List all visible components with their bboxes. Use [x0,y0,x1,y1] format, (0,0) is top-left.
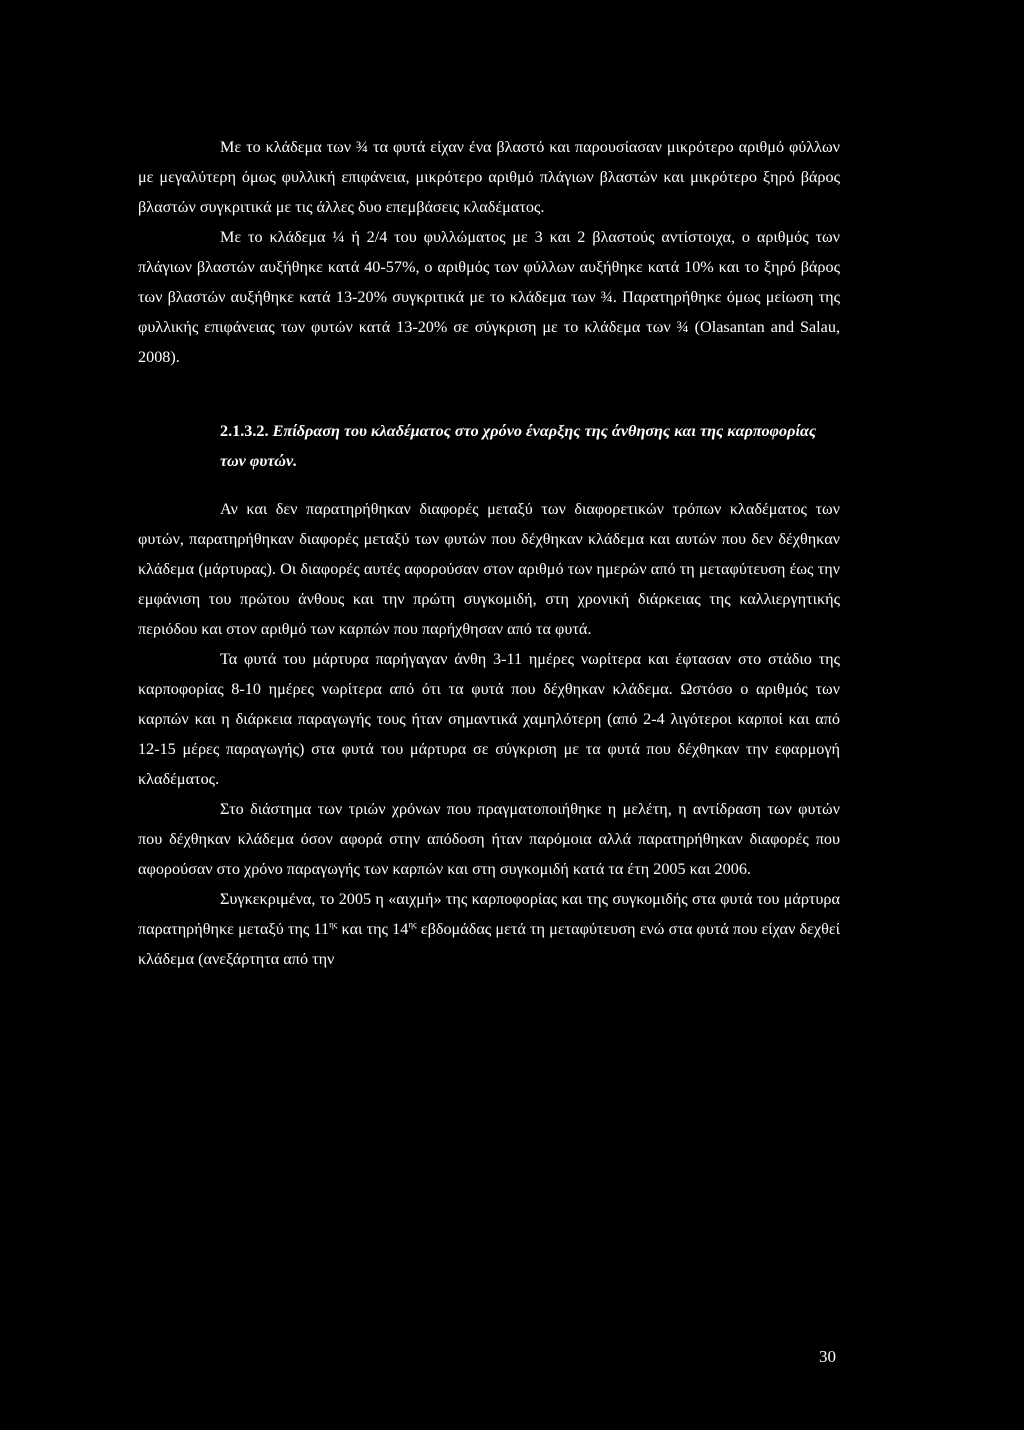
paragraph-5: Στο διάστημα των τριών χρόνων που πραγματοποιήθηκε η μελέτη, η αντίδραση των φυτών που δέχθηκαν κλάδεμα όσον αφορά στην απόδοση ήταν παρόμοια αλλά παρατηρήθηκαν διαφορές που αφορούσαν στο χρόνο παραγωγής των καρπών και στη συγκομιδή κατά τα έτη 2005 και 2006. [138,800,840,878]
paragraph-6-part1: Συγκεκριμένα, το 2005 η «αιχμή» της καρποφορίας και της συγκομιδής στα φυτά του μάρτυρα παρατηρήθηκε μεταξύ της 11 [138,890,840,938]
paragraph-1: Με το κλάδεμα των ¾ τα φυτά είχαν ένα βλαστό και παρουσίασαν μικρότερο αριθμό φύλλων με μεγαλύτερη όμως φυλλική επιφάνεια, μικρότερο αριθμό πλάγιων βλαστών και μικρότερο ξηρό βάρος βλαστών συγκριτικά με τις άλλες δυο επεμβάσεις κλαδέματος. [138,138,840,216]
paragraph-2: Με το κλάδεμα ¼ ή 2/4 του φυλλώματος με 3 και 2 βλαστούς αντίστοιχα, ο αριθμός των πλάγιων βλαστών αυξήθηκε κατά 40-57%, ο αριθμός των φύλλων αυξήθηκε κατά 10% και το ξηρό βάρος των βλαστών αυξήθηκε κατά 13-20% συγκριτικά με το κλάδεμα των ¾. Παρατηρήθηκε όμως μείωση της φυλλικής επιφάνειας των φυτών κατά 13-20% σε σύγκριση με το κλάδεμα των ¾ (Olasantan and Salau, 2008). [138,228,840,366]
paragraph-4: Τα φυτά του μάρτυρα παρήγαγαν άνθη 3-11 ημέρες νωρίτερα και έφτασαν στο στάδιο της καρποφορίας 8-10 ημέρες νωρίτερα από ότι τα φυτά που δέχθηκαν κλάδεμα. Ωστόσο ο αριθμός των καρπών και η διάρκεια παραγωγής τους ήταν σημαντικά χαμηλότερη (από 2-4 λιγότεροι καρποί και από 12-15 μέρες παραγωγής) στα φυτά του μάρτυρα σε σύγκριση με τα φυτά που δέχθηκαν την εφαρμογή κλαδέματος. [138,650,840,788]
paragraph-6 [138,884,840,974]
body-text [138,132,840,974]
page-number: 30 [819,1347,836,1366]
ordinal-suffix-2: ης [408,919,417,930]
section-number: 2.1.3.2. [220,422,269,440]
section-heading [138,416,840,476]
ordinal-suffix-1: ης [329,919,338,930]
paragraph-6-part2: και της 14 [337,920,409,938]
paragraph-6-part3: εβδομάδας μετά τη μεταφύτευση ενώ στα φυτά που είχαν δεχθεί κλάδεμα (ανεξάρτητα από την [138,920,840,968]
paragraph-3: Αν και δεν παρατηρήθηκαν διαφορές μεταξύ των διαφορετικών τρόπων κλαδέματος των φυτών, παρατηρήθηκαν διαφορές μεταξύ των φυτών που δέχθηκαν κλάδεμα και αυτών που δεν δέχθηκαν κλάδεμα (μάρτυρας). Οι διαφορές αυτές αφορούσαν στον αριθμό των ημερών από τη μεταφύτευση έως την εμφάνιση του πρώτου άνθους και την πρώτη συγκομιδή, στη χρονική διάρκειας της καλλιεργητικής περιόδου και στον αριθμό των καρπών που παρήχθησαν από τα φυτά. [138,500,840,638]
section-title: Επίδραση του κλαδέματος στο χρόνο έναρξης της άνθησης και της καρποφορίας των φυτών. [220,422,817,470]
